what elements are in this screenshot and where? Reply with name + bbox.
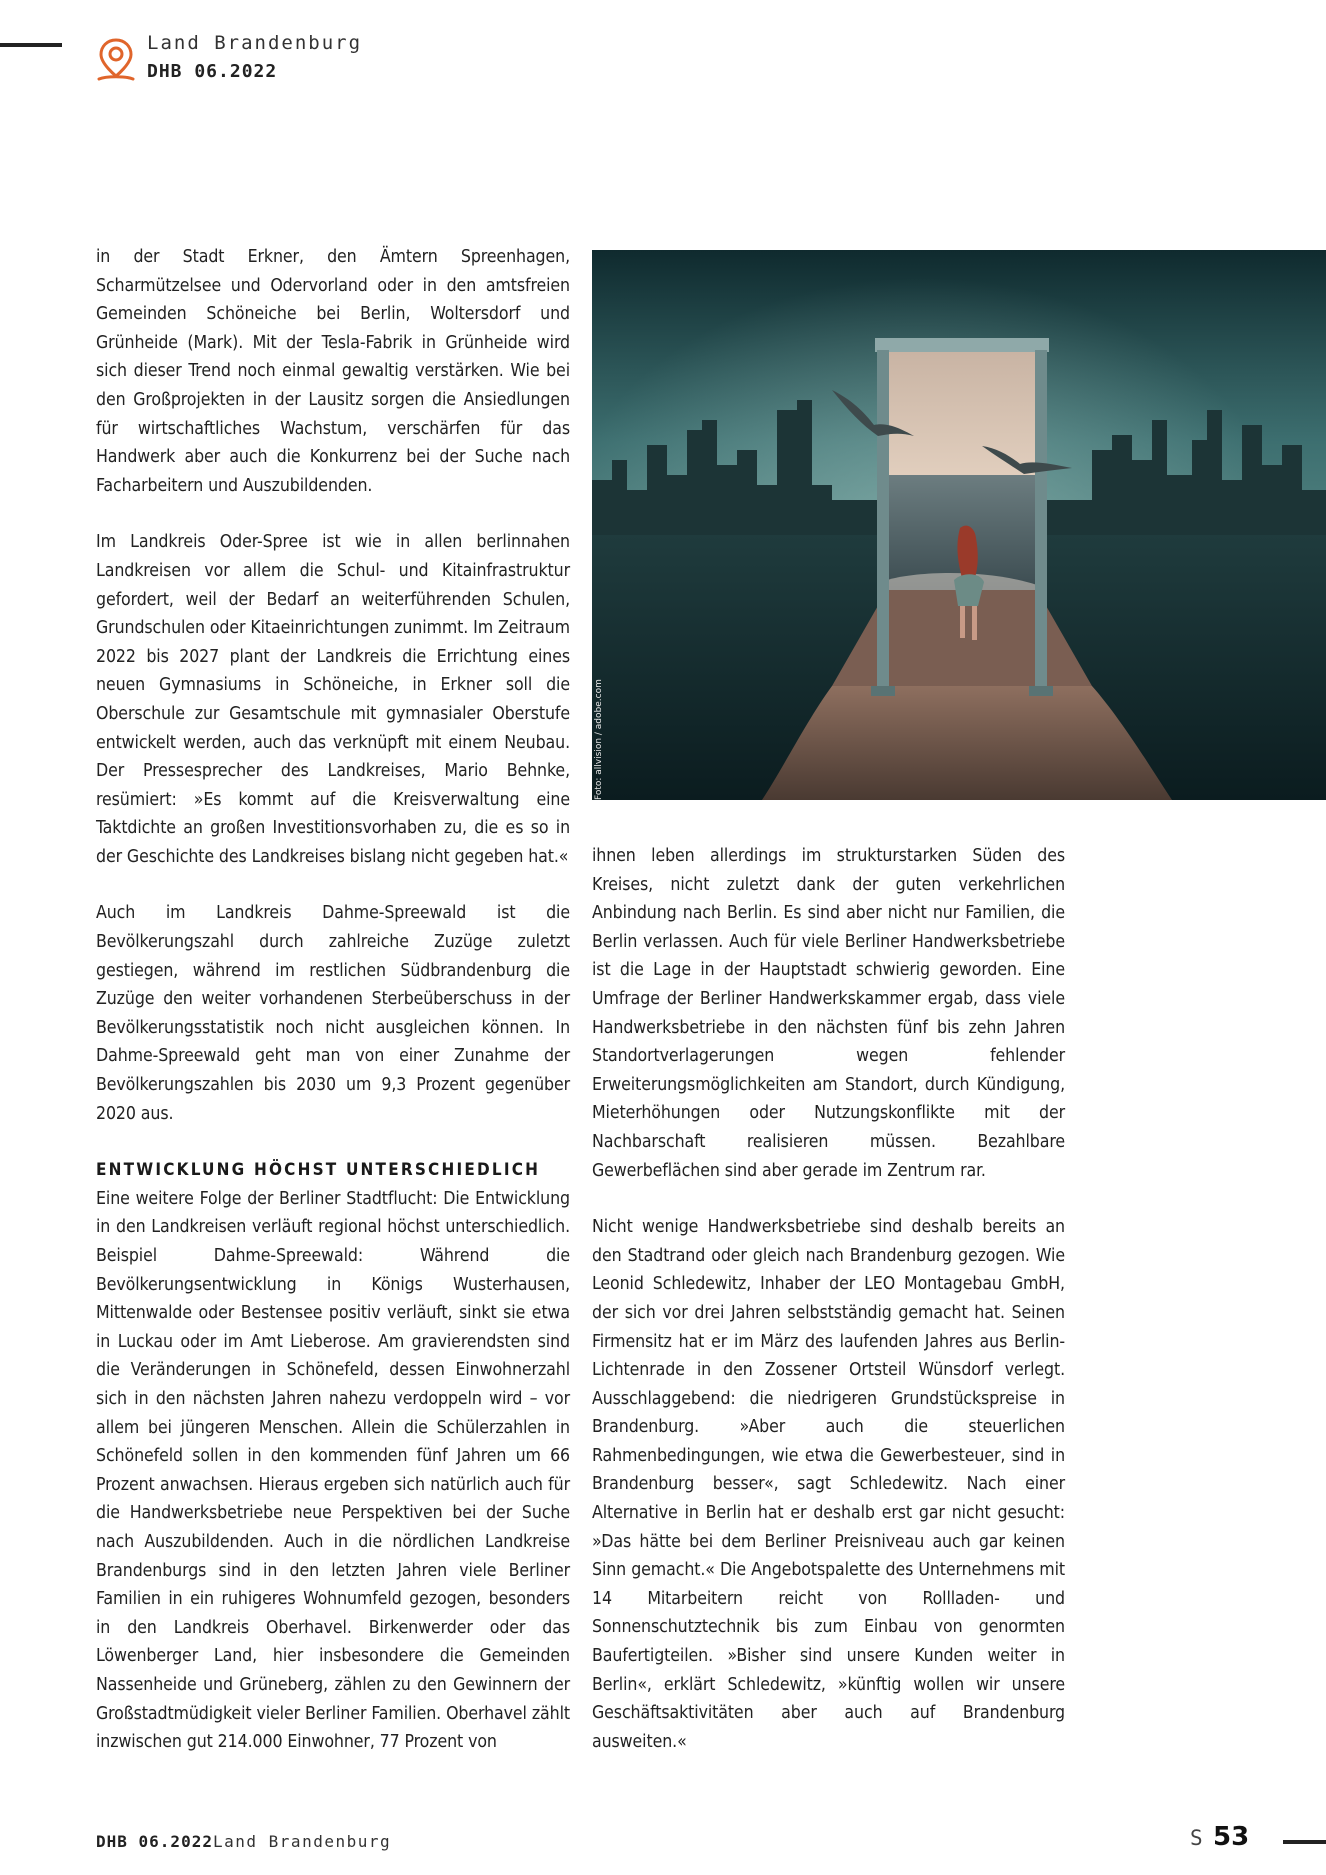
page-prefix: S xyxy=(1190,1826,1203,1850)
article-photo xyxy=(592,250,1326,800)
subheading: ENTWICKLUNG HÖCHST UNTERSCHIEDLICH xyxy=(96,1160,541,1181)
left-column xyxy=(96,243,570,1785)
right-column xyxy=(592,842,1065,1784)
paragraph: ihnen leben allerdings im strukturstarken Süden des Kreises, nicht zuletzt dank der guten verkehrlichen Anbindung nach Berlin. Es sind aber nicht nur Familien, die Berlin verlassen. Auch für viele Berliner Handwerksbetriebe ist die Lage in der Hauptstadt schwierig geworden. Eine Umfrage der Berliner Handwerkskammer ergab, dass viele Handwerksbetriebe in den nächsten fünf bis zehn Jahren Standortverlagerungen wegen fehlender Erweiterungsmöglichkeiten am Standort, durch Kündigung, Mieterhöhungen oder Nutzungskonflikte mit der Nachbarschaft realisieren müssen. Bezahlbare Gewerbeflächen sind aber gerade im Zentrum rar. xyxy=(592,846,1065,1181)
header-rule xyxy=(0,43,62,47)
page-number: 53 xyxy=(1213,1822,1250,1852)
footer-section: Land Brandenburg xyxy=(213,1832,392,1851)
location-pin-icon xyxy=(96,36,136,82)
paragraph: Im Landkreis Oder-Spree ist wie in allen berlinnahen Landkreisen vor allem die Schul- und Kitainfrastruktur gefordert, weil der Bedarf an weiterführenden Schulen, Grundschulen oder Kitaeinrichtungen zunimmt. Im Zeitraum 2022 bis 2027 plant der Landkreis die Errichtung eines neuen Gymnasiums in Schöneiche, in Erkner soll die Oberschule zur Gesamtschule mit gymnasialer Oberstufe entwickelt werden, auch das verknüpft mit einem Neubau. Der Pressesprecher des Landkreises, Mario Behnke, resümiert: »Es kommt auf die Kreisverwaltung eine Taktdichte an großen Investitionsvorhaben zu, die es so in der Geschichte des Landkreises bislang nicht gegeben hat.« xyxy=(96,532,570,867)
photo-credit: Foto: allvision / adobe.com xyxy=(594,679,604,800)
paragraph: Nicht wenige Handwerksbetriebe sind deshalb bereits an den Stadtrand oder gleich nach Brandenburg gezogen. Wie Leonid Schledewitz, Inhaber der LEO Montagebau GmbH, der sich vor drei Jahren selbstständig gemacht hat. Seinen Firmensitz hat er im März des laufenden Jahres aus Berlin-Lichtenrade in den Zossener Ortsteil Wünsdorf verlegt. Ausschlaggebend: die niedrigeren Grundstückspreise in Brandenburg. »Aber auch die steuerlichen Rahmenbedingungen, wie etwa die Gewerbesteuer, sind in Brandenburg besser«, sagt Schledewitz. Nach einer Alternative in Berlin hat er deshalb erst gar nicht gesucht: »Das hätte bei dem Berliner Preisniveau auch gar keinen Sinn gemacht.« Die Angebotspalette des Unternehmens mit 14 Mitarbeitern reicht von Rollladen- und Sonnenschutztechnik bis zum Einbau von genormten Baufertigteilen. »Bisher sind unsere Kunden weiter in Berlin«, erklärt Schledewitz, »künftig wollen wir unsere Geschäftsaktivitäten aber auch auf Brandenburg ausweiten.« xyxy=(592,1217,1065,1752)
header-section: Land Brandenburg xyxy=(147,32,363,54)
paragraph: Eine weitere Folge der Berliner Stadtflucht: Die Entwicklung in den Landkreisen verläuft regional höchst unterschiedlich. Beispiel Dahme-Spreewald: Während die Bevölkerungsentwicklung in Königs Wusterhausen, Mittenwalde oder Bestensee positiv verläuft, sinkt sie etwa in Luckau oder im Amt Lieberose. Am gravierendsten sind die Veränderungen in Schönefeld, dessen Einwohnerzahl sich in den nächsten Jahren nahezu verdoppeln wird – vor allem bei jüngeren Menschen. Allein die Schülerzahlen in Schönefeld sollen in den kommenden fünf Jahren um 66 Prozent anwachsen. Hieraus ergeben sich natürlich auch für die Handwerksbetriebe neue Perspektiven bei der Suche nach Auszubildenden. Auch in die nördlichen Landkreise Brandenburgs sind in den letzten Jahren viele Berliner Familien in ein ruhigeres Wohnumfeld gezogen, besonders in den Landkreis Oberhavel. Birkenwerder oder das Löwenberger Land, hier insbesondere die Gemeinden Nassenheide und Grüneberg, zählen zu den Gewinnern der Großstadtmüdigkeit vieler Berliner Familien. Oberhavel zählt inzwischen gut 214.000 Einwohner, 77 Prozent von xyxy=(96,1188,570,1753)
paragraph: Auch im Landkreis Dahme-Spreewald ist die Bevölkerungszahl durch zahlreiche Zuzüge zuletzt gestiegen, während im restlichen Südbrandenburg die Zuzüge den weiter vorhandenen Sterbeüberschuss in der Bevölkerungsstatistik noch nicht ausgleichen können. In Dahme-Spreewald geht man von einer Zunahme der Bevölkerungszahlen bis 2030 um 9,3 Prozent gegenüber 2020 aus. xyxy=(96,903,570,1124)
footer-issue: DHB 06.2022 xyxy=(96,1832,213,1851)
footer-rule xyxy=(1283,1840,1326,1844)
header-issue: DHB 06.2022 xyxy=(147,61,278,82)
paragraph: in der Stadt Erkner, den Ämtern Spreenhagen, Scharmützelsee und Odervorland oder in den amtsfreien Gemeinden Schöneiche bei Berlin, Woltersdorf und Grünheide (Mark). Mit der Tesla-Fabrik in Grünheide wird sich dieser Trend noch einmal gewaltig verstärken. Wie bei den Großprojekten in der Lausitz sorgen die Ansiedlungen für wirtschaftliches Wachstum, verschärfen für das Handwerk aber auch die Konkurrenz bei der Suche nach Facharbeitern und Auszubildenden. xyxy=(96,247,570,496)
